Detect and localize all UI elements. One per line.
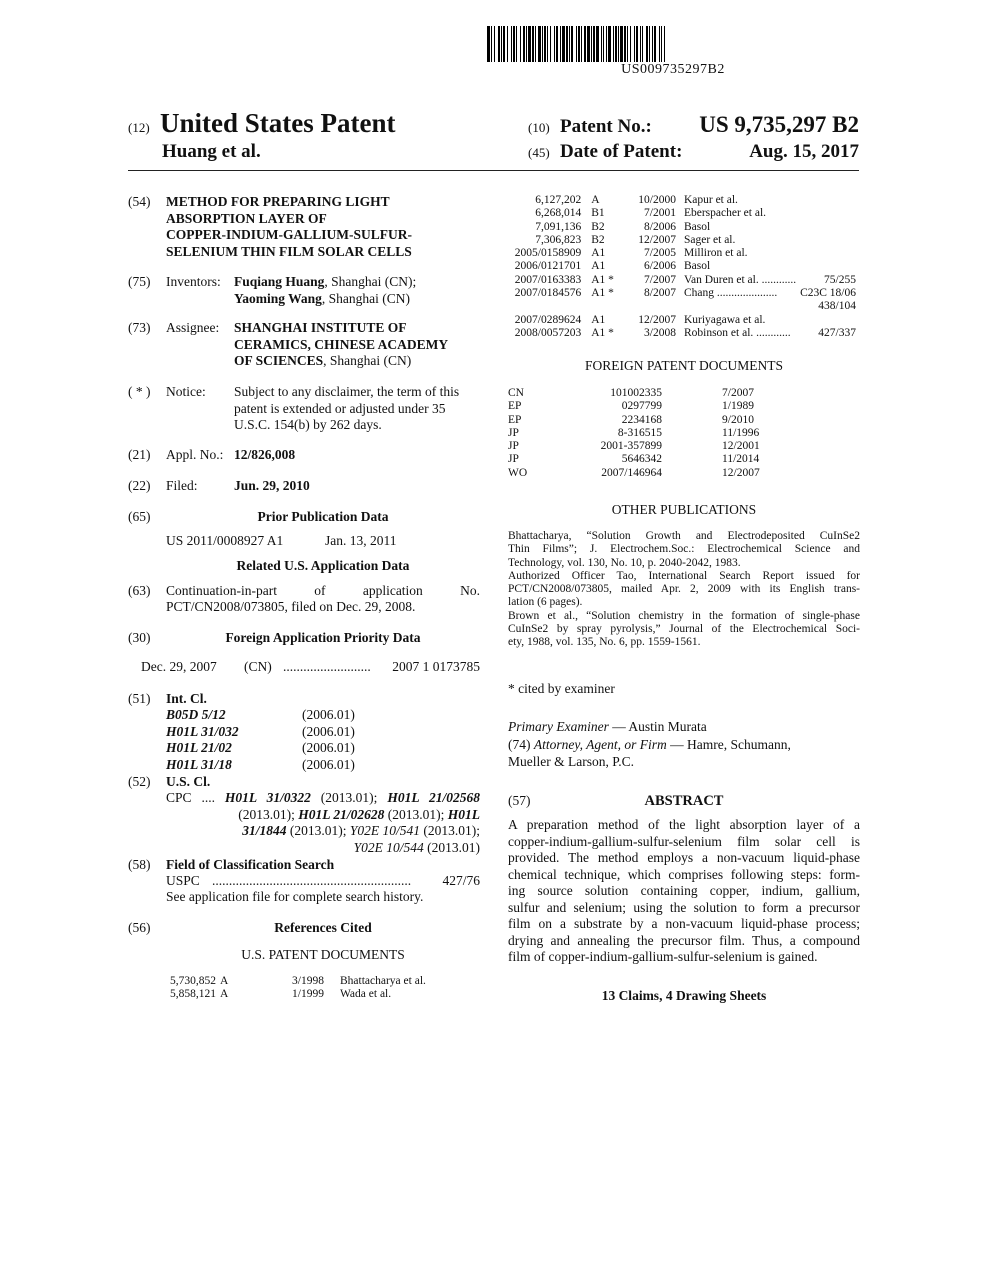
cpc-class: 31/1844 xyxy=(242,823,287,838)
table-row xyxy=(508,327,860,340)
table-row xyxy=(508,287,860,300)
ref-kind: A1 xyxy=(591,313,606,326)
table-row xyxy=(508,300,860,313)
foreign-priority-date: Dec. 29, 2007 xyxy=(141,659,217,674)
ref-number: 101002335 xyxy=(610,387,662,399)
table-row xyxy=(508,453,764,466)
table-row xyxy=(508,260,860,273)
filed-code: (22) xyxy=(128,478,151,493)
ref-number: 2007/0184576 xyxy=(514,287,582,300)
related-line2: PCT/CN2008/073805, filed on Dec. 29, 2008. xyxy=(166,599,416,614)
other-publications xyxy=(508,530,860,650)
publication-line: ety, 1988, vol. 135, No. 6, pp. 1559-1561. xyxy=(508,636,701,649)
cpc-class: H01L xyxy=(447,806,480,822)
ref-kind: B2 xyxy=(591,233,605,246)
left-references-table xyxy=(158,975,430,1002)
ref-date: 12/2007 xyxy=(638,233,676,246)
ref-country: WO xyxy=(508,466,528,479)
attorney-code: (74) xyxy=(508,737,531,752)
ref-date: 6/2006 xyxy=(644,260,676,273)
ref-number: 2007/0289624 xyxy=(514,313,582,326)
ref-name: Wada et al. xyxy=(340,988,392,1001)
patent-no-label: Patent No.: xyxy=(560,116,652,137)
int-cl-version: (2006.01) xyxy=(302,707,355,722)
date-of-patent-label: Date of Patent: xyxy=(560,141,683,162)
patent-number: US 9,735,297 B2 xyxy=(699,112,859,137)
abstract-line: copper-indium-gallium-sulfur-selenium film solar cell is xyxy=(508,833,860,849)
ref-name: Chang ..................... xyxy=(683,287,778,300)
notice-label: Notice: xyxy=(166,384,206,399)
ref-date: 11/2014 xyxy=(722,453,760,466)
foreign-priority-heading: Foreign Application Priority Data xyxy=(225,630,421,645)
abstract-line: provided. The method employs a non-vacuum liquid-phase xyxy=(508,850,860,865)
ref-date: 12/2007 xyxy=(722,466,760,479)
int-cl-class: H01L 31/032 xyxy=(166,723,239,739)
notice-text xyxy=(234,384,479,434)
ref-class xyxy=(800,314,860,327)
ref-country: JP xyxy=(508,440,519,453)
uspc-label: USPC xyxy=(166,873,200,888)
ref-kind: A1 xyxy=(591,247,606,260)
foreign-priority-code: (30) xyxy=(128,630,151,645)
title-line: COPPER-INDIUM-GALLIUM-SULFUR- xyxy=(166,227,412,242)
primary-examiner xyxy=(508,719,707,736)
table-row xyxy=(508,467,764,480)
table-row xyxy=(508,414,764,427)
barcode-bar xyxy=(665,26,667,62)
publication-line: lation (6 pages). xyxy=(508,596,583,609)
abstract-line: chemical technique, which comprises following steps: form- xyxy=(508,866,860,882)
ref-number: 2006/0121701 xyxy=(514,260,582,273)
abstract-line: film on a substrate by a non-vacuum liquid-phase process; xyxy=(508,916,860,931)
abstract-heading: ABSTRACT xyxy=(644,793,724,809)
publication-line: Technology, vol. 130, No. 10, p. 2040-2042, 1983. xyxy=(508,556,741,569)
authors: Huang et al. xyxy=(162,141,261,162)
ref-name xyxy=(684,300,800,313)
refs-code: (56) xyxy=(128,920,151,935)
code-10: (10) xyxy=(528,120,550,135)
table-row xyxy=(508,234,860,247)
ref-date: 8/2007 xyxy=(644,287,676,300)
appl-code: (21) xyxy=(128,447,151,462)
related-code: (63) xyxy=(128,583,151,598)
foreign-priority-number: 2007 1 0173785 xyxy=(392,659,480,674)
ref-class xyxy=(800,221,860,234)
publication-line: Bhattacharya, “Solution Growth and Electrodeposited CuInSe2 xyxy=(508,530,860,542)
ref-kind: A xyxy=(220,975,229,987)
prior-pub-code: (65) xyxy=(128,509,151,524)
code-12: (12) xyxy=(128,120,150,135)
code-45: (45) xyxy=(528,145,550,160)
int-cl-list xyxy=(166,707,355,773)
ref-number: 8-316515 xyxy=(617,426,662,439)
ref-kind: A1 * xyxy=(591,287,614,300)
ref-kind: A1 * xyxy=(591,273,614,286)
ref-date: 1/1989 xyxy=(722,400,754,413)
inventor-name: Fuqiang Huang xyxy=(234,274,325,289)
attorney-label: Attorney, Agent, or Firm xyxy=(533,737,667,752)
ref-name: Kapur et al. xyxy=(683,194,738,206)
inventor-name: Yaoming Wang xyxy=(234,290,322,306)
ref-kind: A1 xyxy=(591,260,606,273)
ref-name: Robinson et al. ............ xyxy=(683,326,791,339)
ref-number: 6,127,202 xyxy=(535,194,582,206)
cpc-line xyxy=(166,790,480,807)
ref-date: 12/2001 xyxy=(722,440,760,453)
ref-class xyxy=(800,234,860,247)
related-word: Continuation-in-part xyxy=(166,583,277,598)
int-cl-class: B05D 5/12 xyxy=(166,707,226,722)
notice-code: ( * ) xyxy=(128,384,151,399)
related-word: application xyxy=(362,583,423,598)
notice-line: Subject to any disclaimer, the term of this xyxy=(234,384,460,399)
prior-pub-heading: Prior Publication Data xyxy=(257,509,389,524)
cpc-class: Y02E 10/544 xyxy=(353,839,424,855)
publication-line: Authorized Officer Tao, International Search Report issued for xyxy=(508,569,860,582)
ref-country: JP xyxy=(508,453,519,466)
ref-class: 438/104 xyxy=(818,300,856,313)
barcode-number: US009735297B2 xyxy=(621,62,725,77)
ref-number: 0297799 xyxy=(621,400,662,413)
document-type: United States Patent xyxy=(160,108,396,138)
cpc-version: (2013.01); xyxy=(320,790,378,805)
abstract-line: A preparation method of the light absorption layer of a xyxy=(508,817,860,832)
ref-kind xyxy=(585,300,630,313)
table-row xyxy=(508,314,860,327)
table-row xyxy=(508,427,764,440)
examiner-name: — Austin Murata xyxy=(612,719,707,734)
ref-kind: A xyxy=(591,194,600,206)
ref-date: 11/1996 xyxy=(722,426,760,439)
assignee-location: , Shanghai (CN) xyxy=(323,353,412,368)
cpc-class: Y02E 10/541 xyxy=(349,823,420,838)
date-of-patent: Aug. 15, 2017 xyxy=(749,141,859,162)
ref-date: 7/2007 xyxy=(722,387,754,399)
filed-date: Jun. 29, 2010 xyxy=(234,478,310,493)
title-line: ABSORPTION LAYER OF xyxy=(166,210,327,226)
int-cl-class: H01L 31/18 xyxy=(166,756,232,772)
table-row xyxy=(508,400,764,413)
foreign-priority-country: (CN) xyxy=(244,659,272,674)
ref-name: Kuriyagawa et al. xyxy=(683,313,766,326)
title-line: SELENIUM THIN FILM SOLAR CELLS xyxy=(166,243,412,259)
abstract-line: sulfur and selenium; using the solution to form a precursor xyxy=(508,899,860,915)
us-cl-code: (52) xyxy=(128,774,151,789)
abstract-line: ing source solution containing copper, indium, gallium, xyxy=(508,883,860,898)
table-row xyxy=(158,975,430,988)
int-cl-version: (2006.01) xyxy=(302,756,355,772)
us-references-table xyxy=(508,194,860,340)
ref-number: 5,730,852 xyxy=(170,975,216,987)
ref-date: 9/2010 xyxy=(722,413,754,426)
ref-name: Eberspacher et al. xyxy=(683,207,767,220)
ref-name: Bhattacharya et al. xyxy=(340,975,426,987)
related-word: of xyxy=(314,583,326,598)
ref-class xyxy=(800,207,860,220)
appl-label: Appl. No.: xyxy=(166,447,224,462)
ref-class: 427/337 xyxy=(818,326,856,339)
ref-number xyxy=(508,300,585,313)
ref-number: 2007/146964 xyxy=(601,466,662,479)
title-code: (54) xyxy=(128,194,151,209)
foreign-references-table xyxy=(508,387,764,480)
table-row xyxy=(508,247,860,260)
ref-date: 10/2000 xyxy=(638,194,676,206)
notice-line: patent is extended or adjusted under 35 xyxy=(234,400,446,416)
ref-date: 1/1999 xyxy=(292,988,324,1001)
claims-summary: 13 Claims, 4 Drawing Sheets xyxy=(601,988,767,1003)
title-line: METHOD FOR PREPARING LIGHT xyxy=(166,194,390,209)
int-cl-version: (2006.01) xyxy=(302,740,355,755)
uspc-value: 427/76 xyxy=(442,873,480,888)
ref-name: Milliron et al. xyxy=(683,247,748,260)
ref-country: JP xyxy=(508,426,519,439)
assignee-line: SHANGHAI INSTITUTE OF xyxy=(234,320,407,335)
ref-number: 2001-357899 xyxy=(600,440,662,453)
ref-country: EP xyxy=(508,413,522,426)
cpc-prefix: CPC .... xyxy=(166,790,215,805)
uspc-dots: ........................................................... xyxy=(212,873,412,888)
refs-heading: References Cited xyxy=(274,920,372,935)
ref-number: 2005/0158909 xyxy=(514,247,582,260)
cpc-class: H01L 31/0322 xyxy=(224,790,311,805)
foreign-priority-dots: .......................... xyxy=(283,659,371,674)
inventors-code: (75) xyxy=(128,274,151,289)
ref-name: Basol xyxy=(683,260,711,273)
ref-class xyxy=(800,194,860,207)
ref-number: 2234168 xyxy=(621,413,662,426)
ref-kind: A xyxy=(220,988,229,1001)
ref-date: 3/1998 xyxy=(292,975,324,987)
filed-label: Filed: xyxy=(166,478,198,493)
cpc-version: (2013.01); xyxy=(423,823,480,838)
ref-number: 7,306,823 xyxy=(535,233,582,246)
cpc-version: (2013.01) xyxy=(427,839,480,855)
prior-pub-number: US 2011/0008927 A1 xyxy=(166,533,284,548)
cpc-classes xyxy=(166,790,480,856)
int-cl-code: (51) xyxy=(128,691,151,706)
ref-number: 6,268,014 xyxy=(535,207,582,220)
assignee-label: Assignee: xyxy=(166,320,220,335)
attorney-line: Mueller & Larson, P.C. xyxy=(508,753,634,769)
attorney xyxy=(508,737,860,770)
ref-date xyxy=(630,300,684,313)
publication-line: PCT/CN2008/073805, mailed Apr. 2, 2009 with its English trans- xyxy=(508,583,860,596)
inventor-location: , Shanghai (CN); xyxy=(324,274,417,289)
ref-date: 7/2001 xyxy=(644,207,676,220)
examiner-label: Primary Examiner xyxy=(508,719,609,734)
assignee-code: (73) xyxy=(128,320,151,335)
ref-number: 2008/0057203 xyxy=(514,326,582,339)
ref-kind: B2 xyxy=(591,220,605,233)
attorney-line: — Hamre, Schumann, xyxy=(670,737,791,752)
ref-country: EP xyxy=(508,400,522,413)
us-cl-label: U.S. Cl. xyxy=(166,774,211,789)
table-row xyxy=(508,221,860,234)
appl-number: 12/826,008 xyxy=(234,447,296,462)
notice-line: U.S.C. 154(b) by 262 days. xyxy=(234,417,382,432)
ref-number: 2007/0163383 xyxy=(514,273,582,286)
prior-pub-date: Jan. 13, 2011 xyxy=(325,533,397,548)
invention-title xyxy=(166,194,476,260)
int-cl-version: (2006.01) xyxy=(302,723,355,739)
related-heading: Related U.S. Application Data xyxy=(236,558,410,573)
abstract-line: film of copper-indium-gallium-sulfur-selenium is gained. xyxy=(508,949,818,964)
cited-note: * cited by examiner xyxy=(508,681,615,696)
field-search-label: Field of Classification Search xyxy=(166,857,335,872)
cpc-version: (2013.01); xyxy=(238,806,295,822)
abstract-text xyxy=(508,817,860,966)
related-line1 xyxy=(166,583,480,600)
us-patent-docs-heading: U.S. PATENT DOCUMENTS xyxy=(241,947,405,962)
cpc-version: (2013.01); xyxy=(289,823,347,838)
abstract-code: (57) xyxy=(508,793,531,808)
inventors-list xyxy=(234,274,484,307)
cpc-line xyxy=(166,807,480,824)
table-row xyxy=(508,440,764,453)
inventors-label: Inventors: xyxy=(166,274,221,289)
search-history-note: See application file for complete search history. xyxy=(166,889,424,904)
ref-date: 12/2007 xyxy=(638,313,676,326)
cpc-version: (2013.01); xyxy=(387,806,445,822)
publication-line: Brown et al., “Solution chemistry in the formation of single-phase xyxy=(508,609,860,622)
int-cl-label: Int. Cl. xyxy=(166,691,207,706)
table-row xyxy=(508,194,860,207)
cpc-line xyxy=(166,823,480,840)
field-search-code: (58) xyxy=(128,857,151,872)
ref-number: 7,091,136 xyxy=(535,220,582,233)
ref-name: Basol xyxy=(683,220,711,233)
ref-date: 7/2005 xyxy=(644,247,676,260)
ref-class xyxy=(800,260,860,273)
int-cl-class: H01L 21/02 xyxy=(166,740,232,755)
table-row xyxy=(508,274,860,287)
ref-name: Sager et al. xyxy=(683,233,736,246)
foreign-docs-heading: FOREIGN PATENT DOCUMENTS xyxy=(584,358,784,373)
related-word: No. xyxy=(460,583,480,598)
ref-kind: A1 * xyxy=(591,326,614,339)
ref-class xyxy=(800,247,860,260)
assignee-line: OF SCIENCES xyxy=(234,353,324,368)
assignee-line: CERAMICS, CHINESE ACADEMY xyxy=(234,336,449,352)
publication-line: Thin Films”; J. Electrochem.Soc.: Electrochemical Science and xyxy=(508,543,860,556)
inventor-location: , Shanghai (CN) xyxy=(321,290,411,306)
ref-date: 7/2007 xyxy=(644,273,676,286)
other-publications-heading: OTHER PUBLICATIONS xyxy=(611,502,757,517)
ref-class: 75/255 xyxy=(824,273,856,286)
assignee-name xyxy=(234,320,484,370)
ref-country: CN xyxy=(508,387,524,399)
ref-number: 5646342 xyxy=(621,453,662,466)
ref-kind: B1 xyxy=(591,207,605,220)
table-row xyxy=(508,387,764,400)
abstract-line: drying and annealing the precursor film. Thus, a compound xyxy=(508,932,860,948)
table-row xyxy=(158,988,430,1001)
ref-class: C23C 18/06 xyxy=(800,287,856,300)
publication-line: CuInSe2 by spray pyrolysis,” Journal of the Electrochemical Soci- xyxy=(508,623,860,636)
header-rule xyxy=(128,170,859,171)
cpc-line xyxy=(166,840,480,857)
barcode xyxy=(487,26,859,62)
ref-name: Van Duren et al. ............ xyxy=(683,273,797,286)
table-row xyxy=(508,207,860,220)
cpc-class: H01L 21/02628 xyxy=(298,806,385,822)
ref-number: 5,858,121 xyxy=(170,988,216,1001)
cpc-class: H01L 21/02568 xyxy=(387,790,481,805)
ref-date: 3/2008 xyxy=(644,326,676,339)
ref-date: 8/2006 xyxy=(644,220,676,233)
